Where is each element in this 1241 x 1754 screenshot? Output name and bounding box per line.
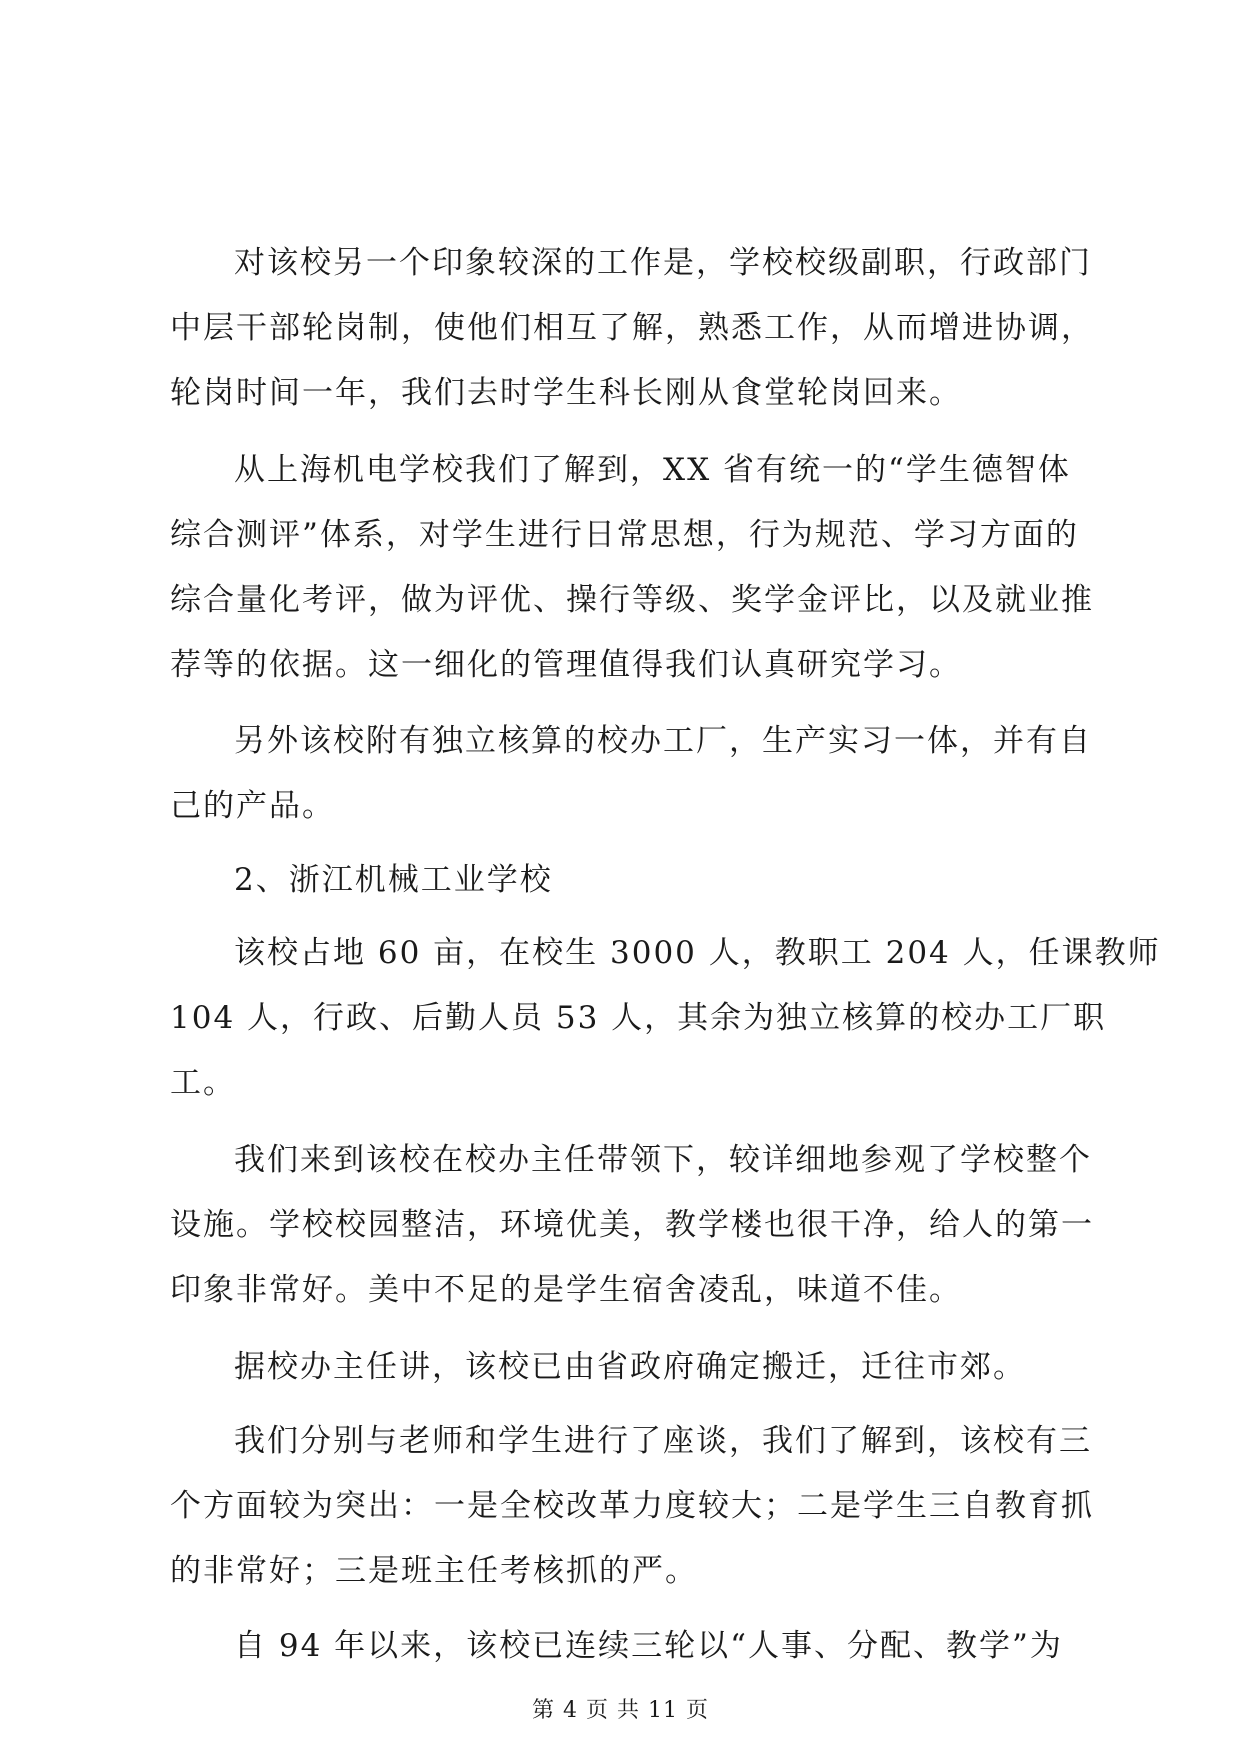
text-line (0, 296, 1241, 360)
line-text: 的非常好；三是班主任考核抓的严。 (170, 1553, 698, 1589)
line-text: 个方面较为突出：一是全校改革力度较大；二是学生三自教育抓 (170, 1488, 1094, 1524)
line-text: 己的产品。 (170, 788, 335, 824)
line-text: 工。 (170, 1065, 236, 1101)
line-text: 据校办主任讲，该校已由省政府确定搬迁，迁往市郊。 (234, 1349, 1026, 1385)
text-line (0, 503, 1241, 567)
line-text: 对该校另一个印象较深的工作是，学校校级副职，行政部门 (234, 245, 1092, 281)
text-line (0, 1335, 1241, 1399)
line-text: 中层干部轮岗制，使他们相互了解，熟悉工作，从而增进协调， (170, 310, 1094, 346)
text-line (0, 438, 1241, 502)
line-text: 该校占地 60 亩，在校生 3000 人，教职工 204 人，任课教师 (234, 935, 1161, 971)
text-line (0, 848, 1241, 912)
line-text: 荐等的依据。这一细化的管理值得我们认真研究学习。 (170, 647, 962, 683)
line-text: 综合测评”体系，对学生进行日常思想，行为规范、学习方面的 (170, 517, 1079, 553)
text-line (0, 1409, 1241, 1473)
text-line (0, 568, 1241, 632)
line-text: 设施。学校校园整洁，环境优美，教学楼也很干净，给人的第一 (170, 1207, 1094, 1243)
line-text: 轮岗时间一年，我们去时学生科长刚从食堂轮岗回来。 (170, 375, 962, 411)
text-line (0, 921, 1241, 985)
page-footer (0, 1693, 1241, 1729)
line-text: 从上海机电学校我们了解到，XX 省有统一的“学生德智体 (234, 452, 1071, 488)
page-number: 第 4 页 共 11 页 (532, 1698, 709, 1723)
text-line (0, 774, 1241, 838)
line-text: 印象非常好。美中不足的是学生宿舍凌乱，味道不佳。 (170, 1272, 962, 1308)
line-text: 104 人，行政、后勤人员 53 人，其余为独立核算的校办工厂职 (170, 1000, 1107, 1036)
line-text: 自 94 年以来，该校已连续三轮以“人事、分配、教学”为 (234, 1628, 1063, 1664)
text-line (0, 361, 1241, 425)
line-text: 我们分别与老师和学生进行了座谈，我们了解到，该校有三 (234, 1423, 1092, 1459)
text-line (0, 1614, 1241, 1678)
text-line (0, 633, 1241, 697)
text-line (0, 1051, 1241, 1115)
text-line (0, 231, 1241, 295)
line-text: 另外该校附有独立核算的校办工厂，生产实习一体，并有自 (234, 723, 1092, 759)
line-text: 2、浙江机械工业学校 (234, 862, 553, 898)
line-text: 综合量化考评，做为评优、操行等级、奖学金评比，以及就业推 (170, 582, 1094, 618)
text-line (0, 1474, 1241, 1538)
text-line (0, 1193, 1241, 1257)
text-line (0, 709, 1241, 773)
text-line (0, 1128, 1241, 1192)
text-line (0, 986, 1241, 1050)
text-line (0, 1539, 1241, 1603)
text-line (0, 1258, 1241, 1322)
line-text: 我们来到该校在校办主任带领下，较详细地参观了学校整个 (234, 1142, 1092, 1178)
